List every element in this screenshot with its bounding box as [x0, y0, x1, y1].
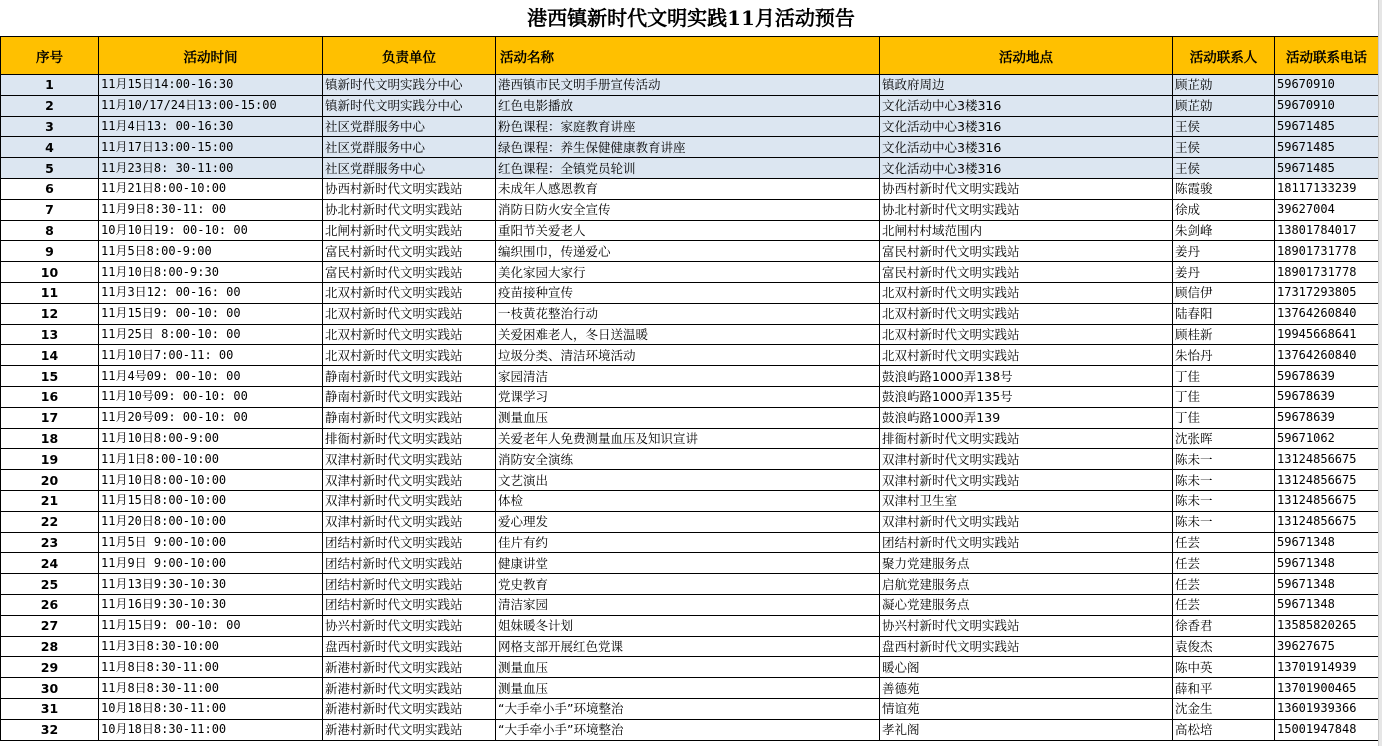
cell-no[interactable]: 5 [1, 158, 99, 179]
cell-activity-name[interactable]: “大手牵小手”环境整治 [496, 719, 880, 740]
cell-phone[interactable]: 59671348 [1275, 574, 1379, 595]
table-row [1, 199, 1379, 220]
cell-activity-name[interactable]: 红色电影播放 [496, 95, 880, 116]
cell-phone[interactable]: 18117133239 [1275, 178, 1379, 199]
table-row [1, 470, 1379, 491]
cell-activity-name[interactable]: 姐妹暖冬计划 [496, 615, 880, 636]
cell-unit[interactable]: 静南村新时代文明实践站 [323, 407, 496, 428]
cell-no[interactable]: 8 [1, 220, 99, 241]
table-row [1, 366, 1379, 387]
cell-contact[interactable]: 姜丹 [1173, 262, 1275, 283]
cell-no[interactable]: 25 [1, 574, 99, 595]
cell-contact[interactable]: 徐香君 [1173, 615, 1275, 636]
cell-unit[interactable]: 静南村新时代文明实践站 [323, 366, 496, 387]
cell-contact[interactable]: 陈未一 [1173, 470, 1275, 491]
cell-no[interactable]: 17 [1, 407, 99, 428]
cell-phone[interactable]: 59671062 [1275, 428, 1379, 449]
cell-no[interactable]: 4 [1, 137, 99, 158]
cell-time[interactable]: 11月3日8:30-10:00 [99, 636, 323, 657]
cell-unit[interactable]: 团结村新时代文明实践站 [323, 574, 496, 595]
cell-activity-name[interactable]: 关爱老年人免费测量血压及知识宣讲 [496, 428, 880, 449]
cell-activity-name[interactable]: 体检 [496, 490, 880, 511]
cell-location[interactable]: 善德苑 [880, 678, 1173, 699]
cell-contact[interactable]: 高松培 [1173, 719, 1275, 740]
cell-activity-name[interactable]: 红色课程：全镇党员轮训 [496, 158, 880, 179]
cell-unit[interactable]: 排衙村新时代文明实践站 [323, 428, 496, 449]
cell-contact[interactable]: 顾桂新 [1173, 324, 1275, 345]
cell-activity-name[interactable]: 未成年人感恩教育 [496, 178, 880, 199]
cell-activity-name[interactable]: 爱心理发 [496, 511, 880, 532]
cell-activity-name[interactable]: “大手牵小手”环境整治 [496, 698, 880, 719]
cell-contact[interactable]: 姜丹 [1173, 241, 1275, 262]
table-row [1, 241, 1379, 262]
cell-unit[interactable]: 双津村新时代文明实践站 [323, 449, 496, 470]
table-row [1, 719, 1379, 740]
cell-unit[interactable]: 北双村新时代文明实践站 [323, 345, 496, 366]
cell-phone[interactable]: 59678639 [1275, 386, 1379, 407]
cell-time[interactable]: 11月15日9: 00-10: 00 [99, 615, 323, 636]
cell-unit[interactable]: 北双村新时代文明实践站 [323, 303, 496, 324]
cell-contact[interactable]: 丁佳 [1173, 366, 1275, 387]
cell-phone[interactable]: 13764260840 [1275, 303, 1379, 324]
table-row [1, 178, 1379, 199]
cell-no[interactable]: 22 [1, 511, 99, 532]
cell-location[interactable]: 暖心阁 [880, 657, 1173, 678]
cell-time[interactable]: 11月4号09: 00-10: 00 [99, 366, 323, 387]
cell-time[interactable]: 11月10号09: 00-10: 00 [99, 386, 323, 407]
cell-contact[interactable]: 王侯 [1173, 116, 1275, 137]
cell-location[interactable]: 北双村新时代文明实践站 [880, 303, 1173, 324]
cell-unit[interactable]: 社区党群服务中心 [323, 137, 496, 158]
table-row [1, 636, 1379, 657]
cell-no[interactable]: 29 [1, 657, 99, 678]
cell-location[interactable]: 协北村新时代文明实践站 [880, 199, 1173, 220]
cell-location[interactable]: 北双村新时代文明实践站 [880, 282, 1173, 303]
cell-time[interactable]: 11月9日 9:00-10:00 [99, 553, 323, 574]
cell-time[interactable]: 11月10日8:00-10:00 [99, 470, 323, 491]
cell-unit[interactable]: 团结村新时代文明实践站 [323, 532, 496, 553]
cell-phone[interactable]: 59671485 [1275, 137, 1379, 158]
cell-location[interactable]: 情谊苑 [880, 698, 1173, 719]
cell-contact[interactable]: 陈未一 [1173, 490, 1275, 511]
cell-no[interactable]: 12 [1, 303, 99, 324]
cell-contact[interactable]: 沈金生 [1173, 698, 1275, 719]
table-row [1, 678, 1379, 699]
cell-contact[interactable]: 陈中英 [1173, 657, 1275, 678]
cell-unit[interactable]: 协北村新时代文明实践站 [323, 199, 496, 220]
cell-no[interactable]: 26 [1, 594, 99, 615]
header-name[interactable]: 活动名称 [496, 37, 880, 75]
cell-time[interactable]: 10月10日19: 00-10: 00 [99, 220, 323, 241]
cell-phone[interactable]: 13701900465 [1275, 678, 1379, 699]
cell-time[interactable]: 11月9日8:30-11: 00 [99, 199, 323, 220]
cell-contact[interactable]: 朱怡丹 [1173, 345, 1275, 366]
cell-location[interactable]: 文化活动中心3楼316 [880, 116, 1173, 137]
cell-unit[interactable]: 双津村新时代文明实践站 [323, 511, 496, 532]
cell-activity-name[interactable]: 网格支部开展红色党课 [496, 636, 880, 657]
cell-no[interactable]: 15 [1, 366, 99, 387]
cell-contact[interactable]: 任芸 [1173, 532, 1275, 553]
cell-time[interactable]: 11月10日8:00-9:30 [99, 262, 323, 283]
cell-activity-name[interactable]: 编织围巾，传递爱心 [496, 241, 880, 262]
table-row [1, 490, 1379, 511]
cell-no[interactable]: 11 [1, 282, 99, 303]
header-no[interactable]: 序号 [1, 37, 99, 75]
cell-contact[interactable]: 陆春阳 [1173, 303, 1275, 324]
cell-activity-name[interactable]: 测量血压 [496, 407, 880, 428]
cell-unit[interactable]: 北双村新时代文明实践站 [323, 324, 496, 345]
cell-no[interactable]: 2 [1, 95, 99, 116]
cell-location[interactable]: 双津村新时代文明实践站 [880, 449, 1173, 470]
cell-activity-name[interactable]: 重阳节关爱老人 [496, 220, 880, 241]
cell-location[interactable]: 聚力党建服务点 [880, 553, 1173, 574]
cell-time[interactable]: 11月5日 9:00-10:00 [99, 532, 323, 553]
cell-time[interactable]: 11月21日8:00-10:00 [99, 178, 323, 199]
cell-activity-name[interactable]: 佳片有约 [496, 532, 880, 553]
cell-time[interactable]: 11月23日8: 30-11:00 [99, 158, 323, 179]
cell-unit[interactable]: 社区党群服务中心 [323, 158, 496, 179]
table-row [1, 553, 1379, 574]
cell-phone[interactable]: 13585820265 [1275, 615, 1379, 636]
cell-no[interactable]: 18 [1, 428, 99, 449]
header-row [1, 37, 1379, 75]
cell-no[interactable]: 32 [1, 719, 99, 740]
table-row [1, 116, 1379, 137]
cell-location[interactable]: 镇政府周边 [880, 75, 1173, 96]
table-row [1, 594, 1379, 615]
cell-phone[interactable]: 13124856675 [1275, 490, 1379, 511]
cell-unit[interactable]: 静南村新时代文明实践站 [323, 386, 496, 407]
cell-contact[interactable]: 丁佳 [1173, 386, 1275, 407]
cell-phone[interactable]: 13124856675 [1275, 511, 1379, 532]
cell-phone[interactable]: 59671485 [1275, 116, 1379, 137]
table-row [1, 75, 1379, 96]
cell-time[interactable]: 11月10/17/24日13:00-15:00 [99, 95, 323, 116]
cell-location[interactable]: 团结村新时代文明实践站 [880, 532, 1173, 553]
cell-location[interactable]: 孝礼阁 [880, 719, 1173, 740]
cell-no[interactable]: 19 [1, 449, 99, 470]
cell-phone[interactable]: 18901731778 [1275, 262, 1379, 283]
window-edge [1378, 0, 1382, 746]
cell-time[interactable]: 11月4日13: 00-16:30 [99, 116, 323, 137]
cell-location[interactable]: 富民村新时代文明实践站 [880, 262, 1173, 283]
cell-time[interactable]: 10月18日8:30-11:00 [99, 698, 323, 719]
cell-activity-name[interactable]: 消防安全演练 [496, 449, 880, 470]
cell-phone[interactable]: 19945668641 [1275, 324, 1379, 345]
table-row [1, 449, 1379, 470]
cell-no[interactable]: 1 [1, 75, 99, 96]
cell-location[interactable]: 协西村新时代文明实践站 [880, 178, 1173, 199]
cell-unit[interactable]: 镇新时代文明实践分中心 [323, 75, 496, 96]
cell-phone[interactable]: 59671348 [1275, 532, 1379, 553]
table-row [1, 407, 1379, 428]
table-row [1, 220, 1379, 241]
cell-unit[interactable]: 盘西村新时代文明实践站 [323, 636, 496, 657]
cell-phone[interactable]: 59670910 [1275, 95, 1379, 116]
cell-contact[interactable]: 丁佳 [1173, 407, 1275, 428]
cell-unit[interactable]: 新港村新时代文明实践站 [323, 719, 496, 740]
cell-time[interactable]: 11月13日9:30-10:30 [99, 574, 323, 595]
cell-activity-name[interactable]: 粉色课程：家庭教育讲座 [496, 116, 880, 137]
cell-activity-name[interactable]: 文艺演出 [496, 470, 880, 491]
cell-time[interactable]: 11月1日8:00-10:00 [99, 449, 323, 470]
cell-no[interactable]: 21 [1, 490, 99, 511]
cell-time[interactable]: 11月20日8:00-10:00 [99, 511, 323, 532]
cell-activity-name[interactable]: 家园清洁 [496, 366, 880, 387]
cell-phone[interactable]: 59678639 [1275, 407, 1379, 428]
cell-no[interactable]: 16 [1, 386, 99, 407]
activity-table [0, 36, 1379, 741]
cell-no[interactable]: 9 [1, 241, 99, 262]
header-location[interactable]: 活动地点 [880, 37, 1173, 75]
cell-no[interactable]: 20 [1, 470, 99, 491]
sheet-title: 港西镇新时代文明实践11月活动预告 [527, 6, 855, 30]
cell-unit[interactable]: 北双村新时代文明实践站 [323, 282, 496, 303]
cell-unit[interactable]: 协西村新时代文明实践站 [323, 178, 496, 199]
cell-unit[interactable]: 社区党群服务中心 [323, 116, 496, 137]
cell-no[interactable]: 27 [1, 615, 99, 636]
cell-phone[interactable]: 15001947848 [1275, 719, 1379, 740]
cell-activity-name[interactable]: 党史教育 [496, 574, 880, 595]
cell-location[interactable]: 排衙村新时代文明实践站 [880, 428, 1173, 449]
cell-contact[interactable]: 沈张晖 [1173, 428, 1275, 449]
cell-location[interactable]: 协兴村新时代文明实践站 [880, 615, 1173, 636]
table-row [1, 574, 1379, 595]
cell-time[interactable]: 11月15日9: 00-10: 00 [99, 303, 323, 324]
cell-activity-name[interactable]: 一枝黄花整治行动 [496, 303, 880, 324]
cell-no[interactable]: 23 [1, 532, 99, 553]
cell-phone[interactable]: 13701914939 [1275, 657, 1379, 678]
header-unit[interactable]: 负责单位 [323, 37, 496, 75]
cell-time[interactable]: 11月25日 8:00-10: 00 [99, 324, 323, 345]
cell-no[interactable]: 28 [1, 636, 99, 657]
cell-location[interactable]: 文化活动中心3楼316 [880, 158, 1173, 179]
cell-no[interactable]: 31 [1, 698, 99, 719]
cell-contact[interactable]: 陈霞骏 [1173, 178, 1275, 199]
cell-unit[interactable]: 富民村新时代文明实践站 [323, 262, 496, 283]
cell-phone[interactable]: 13801784017 [1275, 220, 1379, 241]
cell-activity-name[interactable]: 疫苗接种宣传 [496, 282, 880, 303]
cell-activity-name[interactable]: 关爱困难老人，冬日送温暖 [496, 324, 880, 345]
cell-location[interactable]: 北双村新时代文明实践站 [880, 345, 1173, 366]
cell-phone[interactable]: 13601939366 [1275, 698, 1379, 719]
cell-location[interactable]: 凝心党建服务点 [880, 594, 1173, 615]
cell-phone[interactable]: 39627675 [1275, 636, 1379, 657]
table-row [1, 386, 1379, 407]
cell-contact[interactable]: 陈未一 [1173, 449, 1275, 470]
cell-no[interactable]: 7 [1, 199, 99, 220]
table-row [1, 303, 1379, 324]
cell-contact[interactable]: 朱剑峰 [1173, 220, 1275, 241]
cell-phone[interactable]: 39627004 [1275, 199, 1379, 220]
cell-unit[interactable]: 协兴村新时代文明实践站 [323, 615, 496, 636]
cell-unit[interactable]: 新港村新时代文明实践站 [323, 657, 496, 678]
cell-unit[interactable]: 新港村新时代文明实践站 [323, 698, 496, 719]
table-row [1, 345, 1379, 366]
cell-contact[interactable]: 顾芷勍 [1173, 75, 1275, 96]
cell-unit[interactable]: 团结村新时代文明实践站 [323, 594, 496, 615]
cell-phone[interactable]: 17317293805 [1275, 282, 1379, 303]
cell-contact[interactable]: 任芸 [1173, 553, 1275, 574]
table-row [1, 428, 1379, 449]
cell-time[interactable]: 11月16日9:30-10:30 [99, 594, 323, 615]
cell-phone[interactable]: 59671485 [1275, 158, 1379, 179]
cell-location[interactable]: 北闸村村域范围内 [880, 220, 1173, 241]
cell-activity-name[interactable]: 测量血压 [496, 678, 880, 699]
table-row [1, 262, 1379, 283]
cell-no[interactable]: 3 [1, 116, 99, 137]
table-row [1, 282, 1379, 303]
cell-no[interactable]: 24 [1, 553, 99, 574]
cell-time[interactable]: 11月8日8:30-11:00 [99, 678, 323, 699]
table-row [1, 324, 1379, 345]
cell-contact[interactable]: 袁俊杰 [1173, 636, 1275, 657]
cell-activity-name[interactable]: 党课学习 [496, 386, 880, 407]
table-row [1, 158, 1379, 179]
table-row [1, 698, 1379, 719]
cell-activity-name[interactable]: 测量血压 [496, 657, 880, 678]
cell-phone[interactable]: 59678639 [1275, 366, 1379, 387]
header-contact[interactable]: 活动联系人 [1173, 37, 1275, 75]
table-body [1, 75, 1379, 741]
cell-activity-name[interactable]: 港西镇市民文明手册宣传活动 [496, 75, 880, 96]
cell-time[interactable]: 11月15日8:00-10:00 [99, 490, 323, 511]
cell-unit[interactable]: 团结村新时代文明实践站 [323, 553, 496, 574]
cell-phone[interactable]: 13124856675 [1275, 449, 1379, 470]
header-time[interactable]: 活动时间 [99, 37, 323, 75]
cell-location[interactable]: 文化活动中心3楼316 [880, 95, 1173, 116]
cell-location[interactable]: 鼓浪屿路1000弄138号 [880, 366, 1173, 387]
cell-location[interactable]: 启航党建服务点 [880, 574, 1173, 595]
cell-location[interactable]: 文化活动中心3楼316 [880, 137, 1173, 158]
cell-time[interactable]: 11月5日8:00-9:00 [99, 241, 323, 262]
table-row [1, 532, 1379, 553]
cell-unit[interactable]: 双津村新时代文明实践站 [323, 490, 496, 511]
table-row [1, 615, 1379, 636]
cell-location[interactable]: 富民村新时代文明实践站 [880, 241, 1173, 262]
cell-no[interactable]: 6 [1, 178, 99, 199]
cell-unit[interactable]: 北闸村新时代文明实践站 [323, 220, 496, 241]
cell-contact[interactable]: 顾芷勍 [1173, 95, 1275, 116]
cell-no[interactable]: 10 [1, 262, 99, 283]
cell-location[interactable]: 盘西村新时代文明实践站 [880, 636, 1173, 657]
cell-activity-name[interactable]: 美化家园大家行 [496, 262, 880, 283]
cell-phone[interactable]: 59671348 [1275, 594, 1379, 615]
cell-location[interactable]: 鼓浪屿路1000弄135号 [880, 386, 1173, 407]
table-row [1, 95, 1379, 116]
cell-time[interactable]: 11月17日13:00-15:00 [99, 137, 323, 158]
cell-contact[interactable]: 任芸 [1173, 574, 1275, 595]
table-row [1, 137, 1379, 158]
cell-unit[interactable]: 新港村新时代文明实践站 [323, 678, 496, 699]
cell-unit[interactable]: 双津村新时代文明实践站 [323, 470, 496, 491]
cell-location[interactable]: 北双村新时代文明实践站 [880, 324, 1173, 345]
cell-contact[interactable]: 王侯 [1173, 137, 1275, 158]
cell-time[interactable]: 11月3日12: 00-16: 00 [99, 282, 323, 303]
cell-phone[interactable]: 13764260840 [1275, 345, 1379, 366]
cell-no[interactable]: 14 [1, 345, 99, 366]
cell-activity-name[interactable]: 清洁家园 [496, 594, 880, 615]
cell-contact[interactable]: 薛和平 [1173, 678, 1275, 699]
header-phone[interactable]: 活动联系电话 [1275, 37, 1379, 75]
cell-contact[interactable]: 陈未一 [1173, 511, 1275, 532]
cell-activity-name[interactable]: 绿色课程：养生保健健康教育讲座 [496, 137, 880, 158]
cell-contact[interactable]: 任芸 [1173, 594, 1275, 615]
cell-activity-name[interactable]: 消防日防火安全宣传 [496, 199, 880, 220]
cell-activity-name[interactable]: 垃圾分类、清洁环境活动 [496, 345, 880, 366]
cell-location[interactable]: 双津村新时代文明实践站 [880, 511, 1173, 532]
cell-no[interactable]: 13 [1, 324, 99, 345]
cell-time[interactable]: 11月10日7:00-11: 00 [99, 345, 323, 366]
cell-location[interactable]: 双津村新时代文明实践站 [880, 470, 1173, 491]
cell-unit[interactable]: 富民村新时代文明实践站 [323, 241, 496, 262]
cell-location[interactable]: 鼓浪屿路1000弄139 [880, 407, 1173, 428]
table-row [1, 511, 1379, 532]
cell-time[interactable]: 11月10日8:00-9:00 [99, 428, 323, 449]
cell-contact[interactable]: 徐成 [1173, 199, 1275, 220]
cell-time[interactable]: 11月20号09: 00-10: 00 [99, 407, 323, 428]
cell-phone[interactable]: 13124856675 [1275, 470, 1379, 491]
cell-location[interactable]: 双津村卫生室 [880, 490, 1173, 511]
cell-time[interactable]: 10月18日8:30-11:00 [99, 719, 323, 740]
cell-contact[interactable]: 顾信伊 [1173, 282, 1275, 303]
cell-unit[interactable]: 镇新时代文明实践分中心 [323, 95, 496, 116]
cell-time[interactable]: 11月15日14:00-16:30 [99, 75, 323, 96]
cell-contact[interactable]: 王侯 [1173, 158, 1275, 179]
cell-phone[interactable]: 59671348 [1275, 553, 1379, 574]
cell-no[interactable]: 30 [1, 678, 99, 699]
cell-phone[interactable]: 18901731778 [1275, 241, 1379, 262]
cell-time[interactable]: 11月8日8:30-11:00 [99, 657, 323, 678]
cell-phone[interactable]: 59670910 [1275, 75, 1379, 96]
table-row [1, 657, 1379, 678]
cell-activity-name[interactable]: 健康讲堂 [496, 553, 880, 574]
